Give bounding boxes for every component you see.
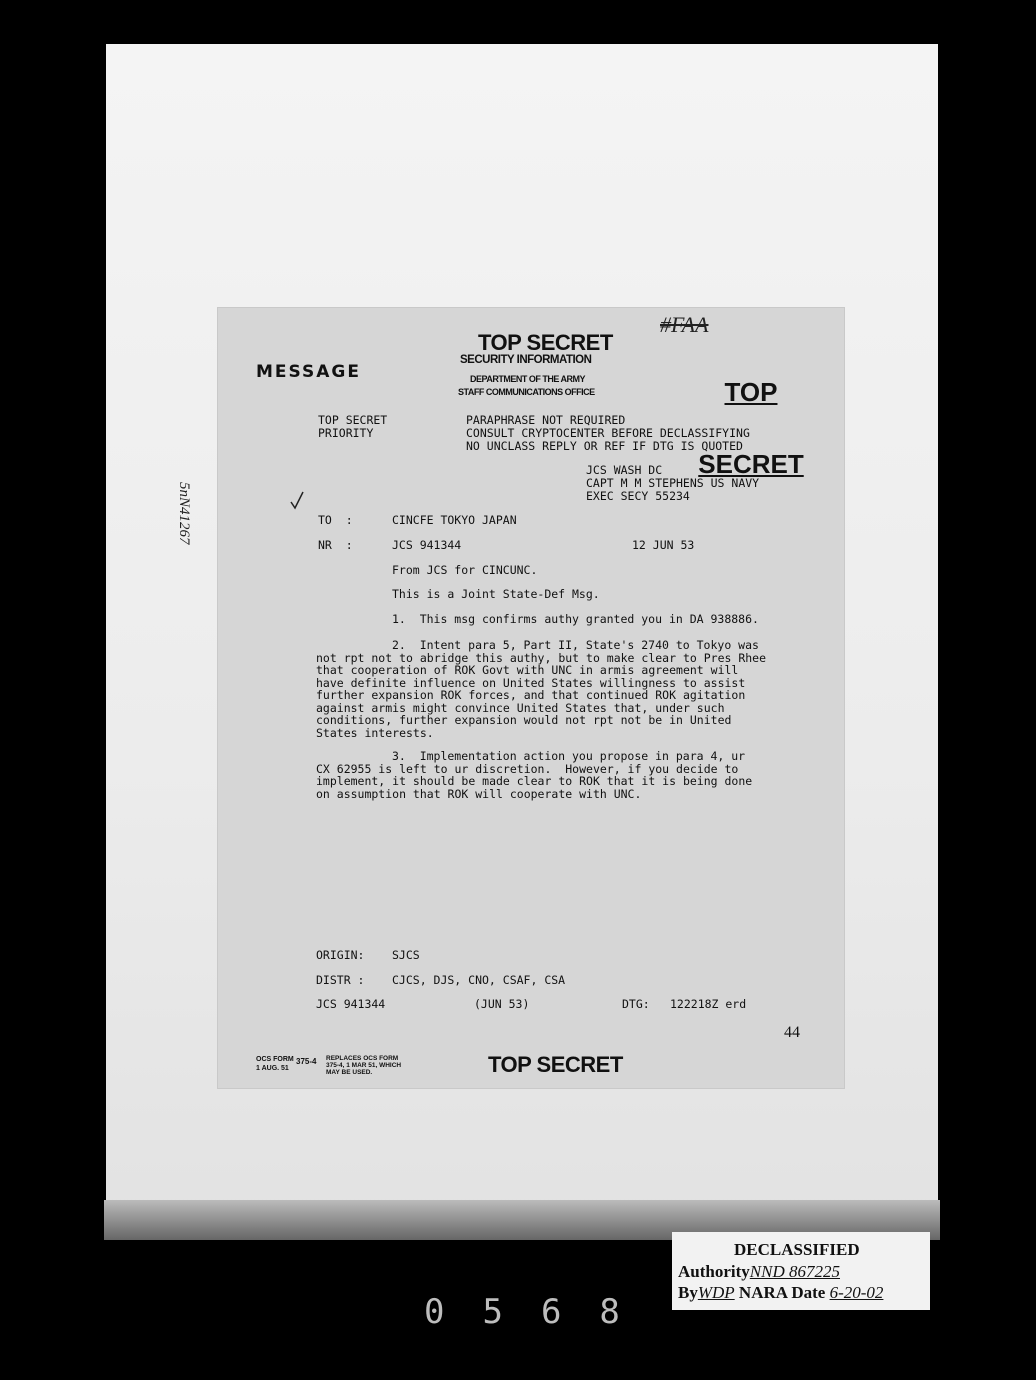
authority-value: NND 867225 bbox=[749, 1262, 840, 1281]
page-number: 44 bbox=[784, 1024, 800, 1041]
message-form bbox=[218, 308, 844, 1088]
paragraph-3-line: CX 62955 is left to ur discretion. However, if you decide to bbox=[316, 761, 739, 776]
paragraph-2-line: against armis might convince United States that, under such bbox=[316, 700, 725, 715]
handwritten-mark: #FAA bbox=[660, 312, 709, 337]
paragraph-2-line: further expansion ROK forces, and that continued ROK agitation bbox=[316, 688, 746, 702]
distr-value: CJCS, DJS, CNO, CSAF, CSA bbox=[392, 973, 566, 987]
department-label: DEPARTMENT OF THE ARMY bbox=[470, 374, 585, 384]
nr-value: JCS 941344 bbox=[392, 538, 462, 552]
stamp-secret: SECRET bbox=[698, 449, 804, 479]
origin-value: SJCS bbox=[392, 948, 420, 962]
message-label: MESSAGE bbox=[256, 362, 361, 382]
origin-label: ORIGIN: bbox=[316, 948, 365, 962]
stamp-top: TOP bbox=[724, 377, 778, 407]
nara-date: 6-20-02 bbox=[829, 1283, 884, 1302]
routing-precedence: PRIORITY bbox=[318, 426, 374, 440]
originator-line: EXEC SECY 55234 bbox=[586, 489, 690, 503]
margin-note: 5nN41267 bbox=[176, 482, 192, 545]
declassified-title: DECLASSIFIED bbox=[734, 1240, 860, 1259]
paragraph-2-line: that cooperation of ROK Govt with UNC in armis agreement will bbox=[316, 663, 739, 677]
classification-footer: TOP SECRET bbox=[488, 1052, 623, 1077]
instruction-line: PARAPHRASE NOT REQUIRED bbox=[466, 413, 626, 427]
nr-label: NR : bbox=[318, 538, 353, 552]
instruction-line: NO UNCLASS REPLY OR REF IF DTG IS QUOTED bbox=[466, 439, 743, 453]
originator-line: CAPT M M STEPHENS US NAVY bbox=[586, 476, 760, 490]
paragraph-2-line: States interests. bbox=[316, 725, 434, 740]
paragraph-2-line: conditions, further expansion would not rpt not be in United bbox=[316, 713, 732, 727]
to-label: TO : bbox=[318, 513, 353, 527]
dtg-value: 122218Z erd bbox=[670, 997, 747, 1011]
form-number: 375-4 bbox=[296, 1057, 317, 1066]
from-line: From JCS for CINCUNC. bbox=[392, 563, 538, 577]
paragraph-1: 1. This msg confirms authy granted you in DA 938886. bbox=[392, 612, 759, 626]
by-label: By bbox=[678, 1283, 698, 1302]
form-replaces: REPLACES OCS FORM 375-4, 1 MAR 51, WHICH MAY BE USED. bbox=[326, 1055, 402, 1076]
intro-line: This is a Joint State-Def Msg. bbox=[392, 587, 600, 601]
check-mark-icon bbox=[290, 490, 304, 510]
form-label: OCS FORM bbox=[256, 1056, 294, 1063]
nara-row bbox=[678, 1283, 883, 1303]
paragraph-2-line: not rpt not to abridge this authy, but to make clear to Pres Rhee bbox=[316, 650, 767, 665]
reference-date: (JUN 53) bbox=[474, 997, 530, 1011]
security-information: SECURITY INFORMATION bbox=[460, 354, 592, 366]
frame-number: 0568 bbox=[424, 1292, 658, 1332]
paragraph-3-line: implement, it should be made clear to ROK that it is being done bbox=[316, 774, 753, 788]
reference-number: JCS 941344 bbox=[316, 997, 386, 1011]
paragraph-2-line: have definite influence on United States willingness to assist bbox=[316, 675, 746, 690]
paragraph-3-line: 3. Implementation action you propose in para 4, ur bbox=[392, 749, 746, 763]
originator-line: JCS WASH DC bbox=[586, 463, 663, 477]
distr-label: DISTR : bbox=[316, 973, 365, 987]
to-value: CINCFE TOKYO JAPAN bbox=[392, 513, 517, 527]
authority-row bbox=[678, 1262, 840, 1282]
nara-label: NARA Date bbox=[738, 1283, 826, 1302]
by-value: WDP bbox=[697, 1283, 735, 1302]
paragraph-2-line: 2. Intent para 5, Part II, State's 2740 to Tokyo was bbox=[392, 638, 759, 652]
authority-label: Authority bbox=[678, 1262, 750, 1281]
routing-classification: TOP SECRET bbox=[318, 413, 388, 427]
declassification-stamp bbox=[672, 1232, 930, 1310]
office-label: STAFF COMMUNICATIONS OFFICE bbox=[458, 387, 595, 397]
message-date: 12 JUN 53 bbox=[632, 538, 695, 552]
paragraph-3-line: on assumption that ROK will cooperate with UNC. bbox=[316, 786, 642, 801]
instruction-line: CONSULT CRYPTOCENTER BEFORE DECLASSIFYING bbox=[466, 426, 750, 440]
classification-header: TOP SECRET bbox=[478, 330, 613, 355]
form-date: 1 AUG. 51 bbox=[256, 1065, 289, 1072]
dtg-label: DTG: bbox=[622, 997, 650, 1011]
